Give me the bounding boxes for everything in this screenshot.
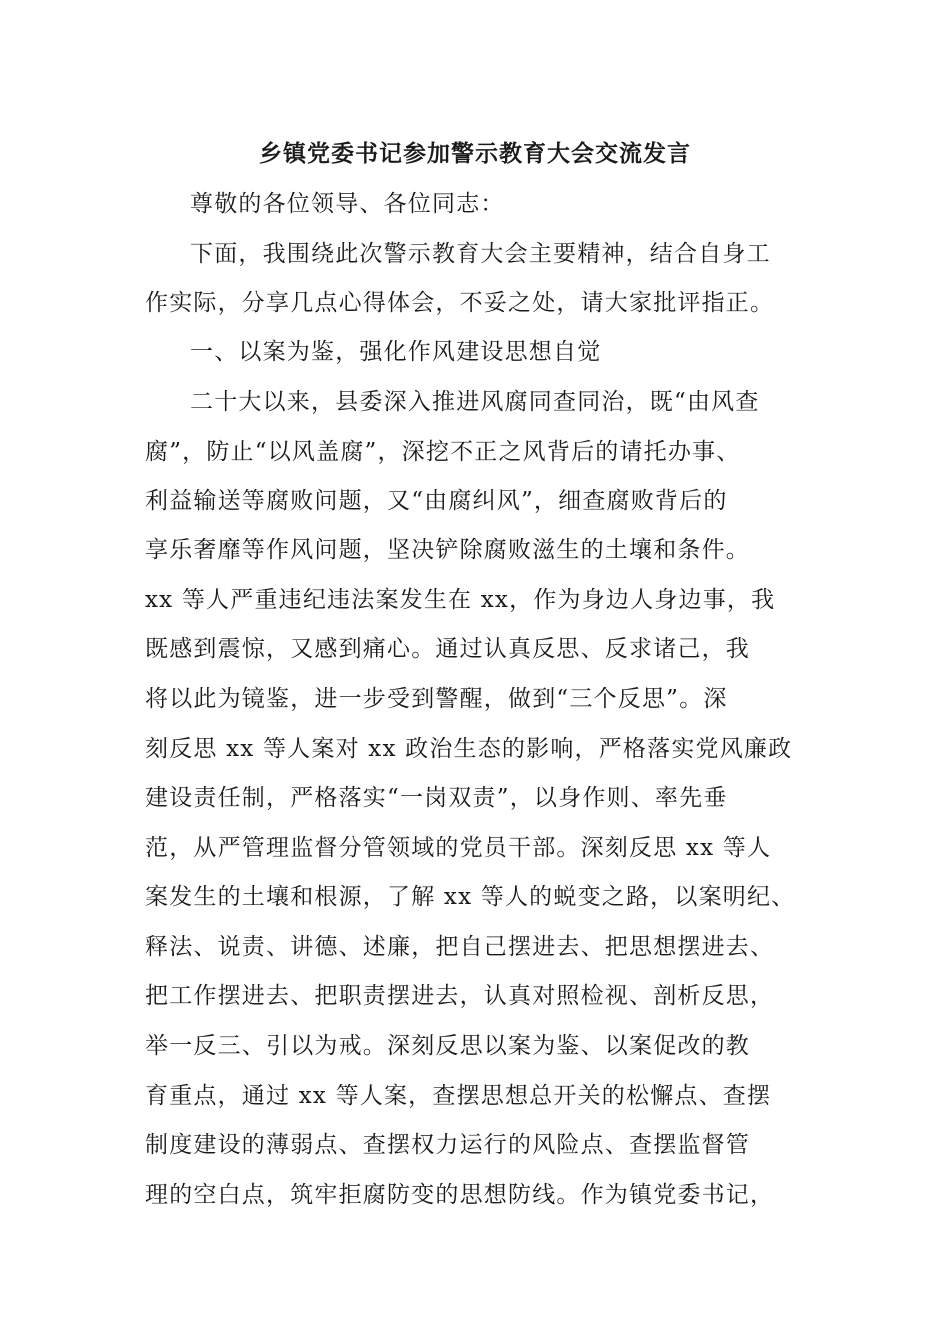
paragraph-line: 既感到震惊，又感到痛心。通过认真反思、反求诸己，我 xyxy=(145,636,750,662)
document-title: 乡镇党委书记参加警示教育大会交流发言 xyxy=(259,140,691,167)
paragraph-line: 利益输送等腐败问题，又“由腐纠风”，细查腐败背后的 xyxy=(145,488,728,514)
paragraph-line: 案发生的土壤和根源，了解 xx 等人的蜕变之路，以案明纪、 xyxy=(145,884,796,910)
paragraph-line: 释法、说责、讲德、述廉，把自己摆进去、把思想摆进去、 xyxy=(145,934,775,960)
paragraph-line: 作实际，分享几点心得体会，不妥之处，请大家批评指正。 xyxy=(145,290,775,316)
paragraph-line: 腐”，防止“以风盖腐”，深挖不正之风背后的请托办事、 xyxy=(145,439,741,465)
paragraph-line: 举一反三、引以为戒。深刻反思以案为鉴、以案促改的教 xyxy=(145,1033,750,1059)
paragraph-line: 享乐奢靡等作风问题，坚决铲除腐败滋生的土壤和条件。 xyxy=(145,537,750,563)
section-heading: 一、以案为鉴，强化作风建设思想自觉 xyxy=(190,339,602,365)
paragraph-line: xx 等人严重违纪违法案发生在 xx，作为身边人身边事，我 xyxy=(145,587,776,613)
paragraph-line: 建设责任制，严格落实“一岗双责”，以身作则、率先垂 xyxy=(145,785,728,811)
paragraph-line: 育重点，通过 xx 等人案，查摆思想总开关的松懈点、查摆 xyxy=(145,1083,772,1109)
paragraph-line: 把工作摆进去、把职责摆进去，认真对照检视、剖析反思， xyxy=(145,983,775,1009)
paragraph-line: 制度建设的薄弱点、查摆权力运行的风险点、查摆监督管 xyxy=(145,1132,750,1158)
paragraph-line: 二十大以来，县委深入推进风腐同查同治，既“由风查 xyxy=(190,389,760,415)
paragraph-line: 下面，我围绕此次警示教育大会主要精神，结合自身工 xyxy=(190,241,771,267)
paragraph-line: 范，从严管理监督分管领域的党员干部。深刻反思 xx 等人 xyxy=(145,835,772,861)
paragraph-line: 将以此为镜鉴，进一步受到警醒，做到“三个反思”。深 xyxy=(145,686,728,712)
paragraph-line: 刻反思 xx 等人案对 xx 政治生态的影响，严格落实党风廉政 xyxy=(145,736,793,762)
salutation: 尊敬的各位领导、各位同志： xyxy=(190,191,505,217)
paragraph-line: 理的空白点，筑牢拒腐防变的思想防线。作为镇党委书记， xyxy=(145,1182,775,1208)
